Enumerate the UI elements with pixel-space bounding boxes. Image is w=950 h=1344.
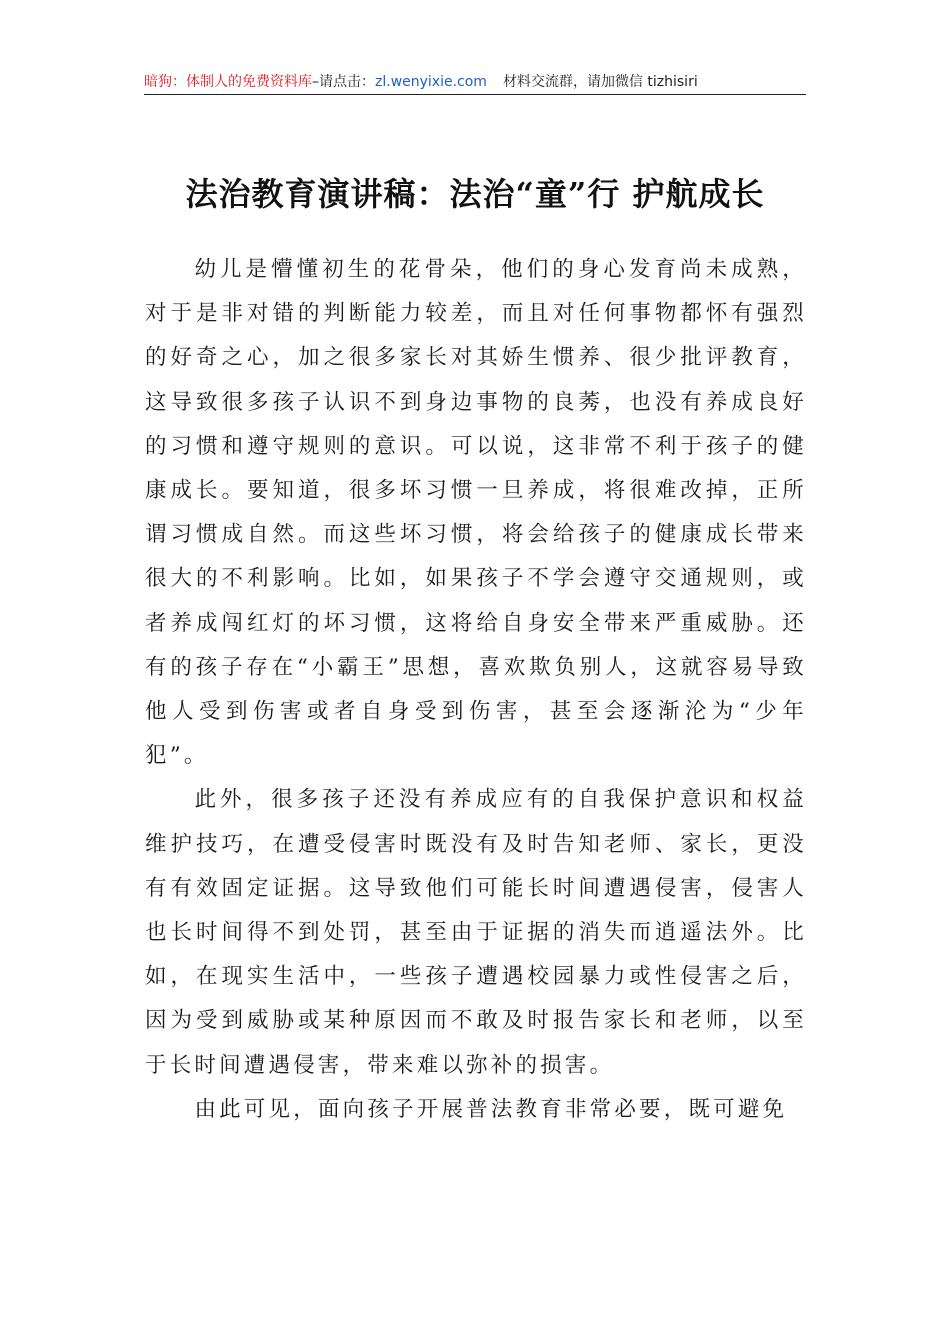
- document-body: [145, 248, 807, 1132]
- paragraph-1: 幼儿是懵懂初生的花骨朵，他们的身心发育尚未成熟，对于是非对错的判断能力较差，而且对任何事物都怀有强烈的好奇之心，加之很多家长对其娇生惯养、很少批评教育，这导致很多孩子认识不到身边事物的良莠，也没有养成良好的习惯和遵守规则的意识。可以说，这非常不利于孩子的健康成长。要知道，很多坏习惯一旦养成，将很难改掉，正所谓习惯成自然。而这些坏习惯，将会给孩子的健康成长带来很大的不利影响。比如，如果孩子不学会遵守交通规则，或者养成闯红灯的坏习惯，这将给自身安全带来严重威胁。还有的孩子存在“小霸王”思想，喜欢欺负别人，这就容易导致他人受到伤害或者自身受到伤害，甚至会逐渐沦为“少年犯”。: [145, 257, 807, 769]
- paragraph-2: 此外，很多孩子还没有养成应有的自我保护意识和权益维护技巧，在遭受侵害时既没有及时告知老师、家长，更没有有效固定证据。这导致他们可能长时间遭遇侵害，侵害人也长时间得不到处罚，甚至由于证据的消失而逍遥法外。比如，在现实生活中，一些孩子遭遇校园暴力或性侵害之后，因为受到威胁或某种原因而不敢及时报告家长和老师，以至于长时间遭遇侵害，带来难以弥补的损害。: [145, 787, 807, 1078]
- header-contact: 材料交流群，请加微信 tizhisiri: [502, 74, 698, 90]
- header-link[interactable]: zl.wenyixie.com: [375, 74, 487, 90]
- header-brand: 暗狗：体制人的免费资料库: [144, 74, 312, 90]
- paragraph-3: 由此可见，面向孩子开展普法教育非常必要，既可避免: [194, 1096, 788, 1122]
- page-header: [144, 72, 806, 95]
- header-prompt: –请点击：: [312, 74, 375, 90]
- document-title: 法治教育演讲稿：法治“童”行 护航成长: [185, 175, 765, 213]
